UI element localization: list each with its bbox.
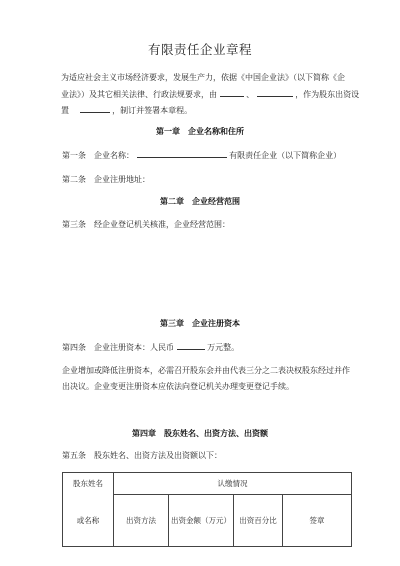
capital-change-line-2: 出决议。企业变更注册资本应依法向登记机关办理变更登记手续。 xyxy=(62,382,294,391)
capital-amount-blank[interactable] xyxy=(177,341,205,350)
article-3: 第三条 经企业登记机关核准，企业经营范围： xyxy=(62,220,230,229)
header-method: 出资方法 xyxy=(114,495,169,547)
party-blank-2[interactable] xyxy=(257,88,293,97)
intro-text-d: 置 xyxy=(61,106,69,115)
intro-line-3 xyxy=(61,104,192,116)
chapter-1-heading: 第一章 企业名称和住所 xyxy=(156,126,244,136)
article-5: 第五条 股东姓名、出资方法及出资额以下： xyxy=(62,451,222,460)
chapter-3-heading: 第三章 企业注册资本 xyxy=(160,318,240,328)
header-subscription: 认缴情况 xyxy=(114,473,352,495)
intro-text-c: ，作为股东出资设 xyxy=(295,90,360,99)
article-1 xyxy=(62,149,341,161)
header-signature: 签章 xyxy=(283,495,352,547)
company-name-blank[interactable] xyxy=(137,149,227,158)
header-percentage: 出资百分比 xyxy=(234,495,283,547)
capital-change-line-1: 企业增加或降低注册资本，必需召开股东会并由代表三分之二表决权股东经过并作 xyxy=(62,366,350,375)
document-title: 有限责任企业章程 xyxy=(147,42,252,57)
article-2: 第二条 企业注册地址： xyxy=(62,175,150,184)
header-amount: 出资金额（万元） xyxy=(169,495,234,547)
intro-line-1: 为适应社会主义市场经济要求，发展生产力，依据《中国企业法》（以下简称《企 xyxy=(61,73,345,82)
intro-text-a: 业法》）及其它相关法律、行政法规要求，由 xyxy=(61,90,217,99)
shareholder-table xyxy=(62,472,352,547)
company-blank[interactable] xyxy=(80,104,110,113)
header-shareholder-name: 股东姓名 xyxy=(63,473,114,495)
article-1-suffix: 有限责任企业（以下简称企业） xyxy=(229,151,342,160)
intro-line-2 xyxy=(61,88,359,100)
party-blank-1[interactable] xyxy=(220,88,244,97)
chapter-2-heading: 第二章 企业经营范围 xyxy=(160,196,240,206)
article-4-label: 第四条 企业注册资本：人民币 xyxy=(62,343,174,352)
header-or-name: 或名称 xyxy=(63,495,114,547)
article-4-suffix: 万元整。 xyxy=(207,343,240,352)
article-1-label: 第一条 企业名称： xyxy=(62,151,134,160)
article-4 xyxy=(62,341,239,353)
intro-text-b: 、 xyxy=(246,90,255,99)
chapter-4-heading: 第四章 股东姓名、出资方法、出资额 xyxy=(132,428,268,438)
intro-text-e: ，制订并签署本章程。 xyxy=(112,106,193,115)
